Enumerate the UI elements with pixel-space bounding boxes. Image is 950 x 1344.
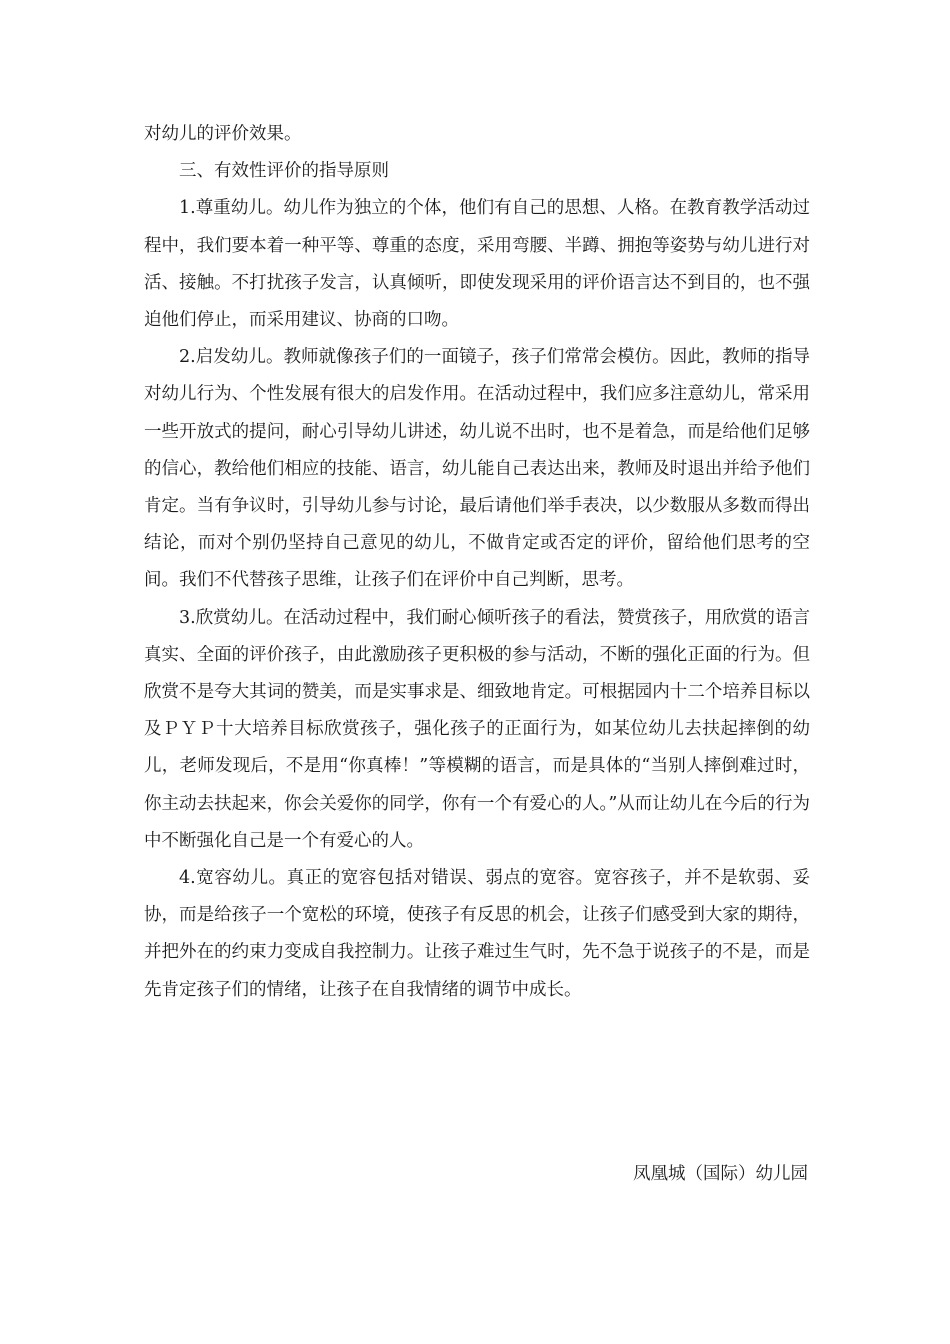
paragraph-appreciate: 3.欣赏幼儿。在活动过程中，我们耐心倾听孩子的看法，赞赏孩子，用欣赏的语言真实、全面的评价孩子，由此激励孩子更积极的参与活动，不断的强化正面的行为。但欣赏不是夸大其词的赞美，而是实事求是、细致地肯定。可根据园内十二个培养目标以及ＰＹＰ十大培养目标欣赏孩子，强化孩子的正面行为，如某位幼儿去扶起摔倒的幼儿，老师发现后，不是用“你真棒！”等模糊的语言，而是具体的“当别人摔倒难过时，你主动去扶起来，你会关爱你的同学，你有一个有爱心的人。”从而让幼儿在今后的行为中不断强化自己是一个有爱心的人。 [144,607,810,851]
paragraph-respect: 1.尊重幼儿。幼儿作为独立的个体，他们有自己的思想、人格。在教育教学活动过程中，我们要本着一种平等、尊重的态度，采用弯腰、半蹲、拥抱等姿势与幼儿进行对活、接触。不打扰孩子发言，认真倾听，即使发现采用的评价语言达不到目的，也不强迫他们停止，而采用建议、协商的口吻。 [144,198,810,331]
signature-organization: 凤凰城（国际）幼儿园 [633,1164,808,1184]
paragraph-continuation: 对幼儿的评价效果。 [144,124,302,144]
document-body [144,116,810,1009]
section-heading: 三、有效性评价的指导原则 [179,161,389,182]
paragraph-tolerate: 4.宽容幼儿。真正的宽容包括对错误、弱点的宽容。宽容孩子，并不是软弱、妥协，而是给孩子一个宽松的环境，使孩子有反思的机会，让孩子们感受到大家的期待，并把外在的约束力变成自我控制力。让孩子难过生气时，先不急于说孩子的不是，而是先肯定孩子们的情绪，让孩子在自我情绪的调节中成长。 [144,868,810,1000]
paragraph-inspire: 2.启发幼儿。教师就像孩子们的一面镜子，孩子们常常会模仿。因此，教师的指导对幼儿行为、个性发展有很大的启发作用。在活动过程中，我们应多注意幼儿，常采用一些开放式的提问，耐心引导幼儿讲述，幼儿说不出时，也不是着急，而是给他们足够的信心，教给他们相应的技能、语言，幼儿能自己表达出来，教师及时退出并给予他们肯定。当有争议时，引导幼儿参与讨论，最后请他们举手表决，以少数服从多数而得出结论，而对个别仍坚持自己意见的幼儿，不做肯定或否定的评价，留给他们思考的空间。我们不代替孩子思维，让孩子们在评价中自己判断，思考。 [144,347,810,591]
